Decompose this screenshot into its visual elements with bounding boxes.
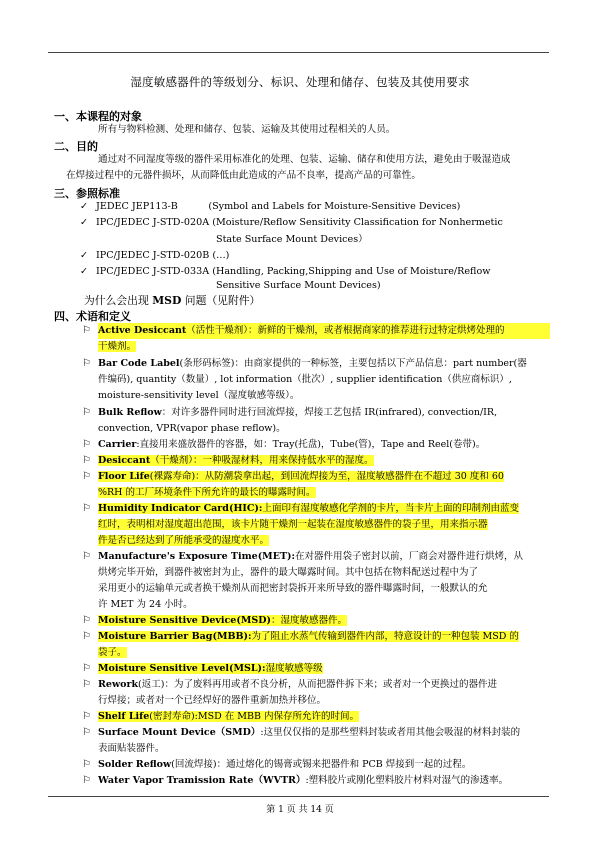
term-item: ⚐ Active Desiccant（活性干燥剂）：新鲜的干燥剂，或者根据商家的推荐进行过特定烘烤处理的 干燥剂。 — [98, 323, 550, 355]
term-name: Moisture Sensitive Device(MSD) — [98, 615, 271, 626]
why-msd-note — [84, 293, 260, 308]
term-item: ⚐ Bulk Reflow：对许多器件同时进行回流焊接，焊接工艺包括 IR(infrared), convection/IR, convection, VPR(vapor phase reflow)。 — [82, 407, 498, 434]
term-name: Humidity Indicator Card(HIC): — [98, 503, 263, 514]
term-item: ⚐ Carrier:直接用来盛放器件的容器，如：Tray(托盘)，Tube(管)，Tape and Reel(卷带)。 — [98, 437, 550, 453]
reference-item — [80, 248, 229, 263]
section-3-heading: 三、参照标准 — [54, 187, 120, 200]
reference-text: IPC/JEDEC J-STD-033A (Handling, Packing,Shipping and Use of Moisture/Reflow — [96, 266, 491, 277]
term-name: Water Vapor Tramission Rate（WVTR） — [98, 775, 306, 786]
page-number: 第 1 页 共 14 页 — [266, 805, 334, 815]
flag-icon: ⚐ — [82, 615, 91, 626]
reference-text: IPC/JEDEC J-STD-020B (…) — [96, 250, 230, 261]
term-name: Surface Mount Device（SMD） — [98, 727, 261, 738]
checkmark-icon: ✓ — [80, 250, 89, 261]
term-name: Bulk Reflow — [98, 407, 162, 418]
flag-icon: ⚐ — [82, 407, 91, 418]
flag-icon: ⚐ — [82, 439, 91, 450]
term-item: ⚐ Solder Reflow(回流焊接)：通过熔化的锡膏或锡来把器件和 PCB 焊接到一起的过程。 — [98, 757, 550, 773]
term-item: ⚐ Shelf Life(密封寿命):MSD 在 MBB 内保存所允许的时间。 — [98, 709, 550, 725]
reference-text: JEDEC JEP113-B (Symbol and Labels for Moisture-Sensitive Devices) — [96, 201, 461, 212]
checkmark-icon: ✓ — [80, 201, 89, 212]
term-item: ⚐ Manufacture's Exposure Time(MET):在对器件用袋子密封以前，厂商会对器件进行烘烤，从 烘烤完毕开始，到器件被密封为止，器件的最大曝露时间。其中包括在物料配送过程中为了 采用更小的运输单元或者换干燥剂从而把密封袋拆开来所导致的器件曝露时间，一般默认的允 许 MET 为 24 小时。 — [82, 551, 524, 610]
term-name: Shelf Life — [98, 711, 150, 722]
flag-icon: ⚐ — [82, 759, 91, 770]
term-name: Desiccant — [98, 455, 151, 466]
reference-text-cont: State Surface Mount Devices） — [216, 234, 368, 245]
flag-icon: ⚐ — [82, 471, 91, 482]
flag-icon: ⚐ — [82, 551, 91, 562]
flag-icon: ⚐ — [82, 631, 91, 642]
reference-item — [80, 199, 460, 214]
term-name: Active Desiccant — [98, 325, 187, 336]
term-name: Floor Life — [98, 471, 150, 482]
term-item: ⚐ Desiccant（干燥剂）：一种吸湿材料，用来保持低水平的湿度。 — [98, 453, 550, 469]
document-title: 湿度敏感器件的等级划分、标识、处理和储存、包装及其使用要求 — [130, 75, 470, 89]
reference-item — [80, 215, 503, 230]
flag-icon: ⚐ — [82, 679, 91, 690]
term-name: Manufacture's Exposure Time(MET): — [98, 551, 296, 562]
section-2-heading: 二、目的 — [54, 140, 98, 153]
why-bold: MSD — [152, 294, 182, 307]
flag-icon: ⚐ — [82, 325, 91, 336]
section-4-heading: 四、术语和定义 — [54, 310, 131, 323]
term-item: ⚐ Rework(返工)：为了废料再用或者不良分析，从而把器件拆下来；或者对一个更换过的器件进 行焊接；或者对一个已经焊好的器件重新加热并移位。 — [82, 679, 497, 706]
term-item: ⚐ Moisture Sensitive Level(MSL):湿度敏感等级 — [98, 661, 550, 677]
term-item: ⚐ Moisture Barrier Bag(MBB):为了阻止水蒸气传输到器件内部，特意设计的一种包装 MSD 的 袋子。 — [82, 631, 519, 658]
section-2-line-2: 在焊接过程中的元器件损坏，从而降低由此造成的产品不良率，提高产品的可靠性。 — [66, 170, 421, 181]
reference-text-cont: Sensitive Surface Mount Devices) — [216, 280, 381, 291]
term-item: ⚐ Water Vapor Tramission Rate（WVTR）:塑料胶片或刚化塑料胶片材料对湿气的渗透率。 — [98, 773, 550, 789]
term-item: ⚐ Surface Mount Device（SMD）:这里仅仅指的是那些塑料封装或者用其他会吸湿的材料封装的 表面贴装器件。 — [82, 727, 521, 754]
term-item: ⚐ Humidity Indicator Card(HIC):上面印有湿度敏感化学剂的卡片，当卡片上面的印制剂由蓝变 红时，表明相对湿度超出范围，该卡片随干燥剂一起装在湿度敏感器件的袋子里，用来指示器 件是否已经达到了所能承受的湿度水平。 — [82, 503, 519, 546]
flag-icon: ⚐ — [82, 775, 91, 786]
why-prefix: 为什么会出现 — [84, 294, 153, 307]
term-name: Rework — [98, 679, 139, 690]
reference-text: IPC/JEDEC J-STD-020A (Moisture/Reflow Sensitivity Classification for Nonhermetic — [96, 217, 503, 228]
term-item: ⚐ Moisture Sensitive Device(MSD)：湿度敏感器件。 — [98, 613, 550, 629]
reference-item — [80, 264, 490, 279]
term-item: ⚐ Bar Code Label(条形码标签)：由商家提供的一种标签，主要包括以下产品信息：part number(器 件编码), quantity（数量）, lot information（批次）, supplier identification（供应商标识）, moisture-sensitivity level（湿度敏感等级）。 — [82, 358, 527, 401]
flag-icon: ⚐ — [82, 503, 91, 514]
term-name: Moisture Sensitive Level(MSL): — [98, 663, 266, 674]
checkmark-icon: ✓ — [80, 217, 89, 228]
term-name: Moisture Barrier Bag(MBB): — [98, 631, 252, 642]
flag-icon: ⚐ — [82, 455, 91, 466]
flag-icon: ⚐ — [82, 663, 91, 674]
flag-icon: ⚐ — [82, 711, 91, 722]
header-rule — [48, 52, 549, 53]
term-item: ⚐ Floor Life(裸露寿命)：从防潮袋拿出起，到回流焊接为至，湿度敏感器件在不超过 30 度和 60 %RH 的工厂环境条件下所允许的最长的曝露时间。 — [82, 471, 504, 498]
flag-icon: ⚐ — [82, 358, 91, 369]
flag-icon: ⚐ — [82, 727, 91, 738]
term-name: Carrier — [98, 439, 137, 450]
term-name: Bar Code Label — [98, 358, 180, 369]
section-1-text: 所有与物料检测、处理和储存、包装、运输及其使用过程相关的人员。 — [98, 124, 396, 135]
section-2-line-1: 通过对不同湿度等级的器件采用标准化的处理、包装、运输、储存和使用方法，避免由于吸湿造成 — [98, 154, 511, 165]
why-suffix: 问题（见附件） — [181, 294, 261, 307]
section-1-heading: 一、本课程的对象 — [54, 110, 142, 123]
term-name: Solder Reflow — [98, 759, 172, 770]
footer-rule — [48, 796, 549, 797]
checkmark-icon: ✓ — [80, 266, 89, 277]
